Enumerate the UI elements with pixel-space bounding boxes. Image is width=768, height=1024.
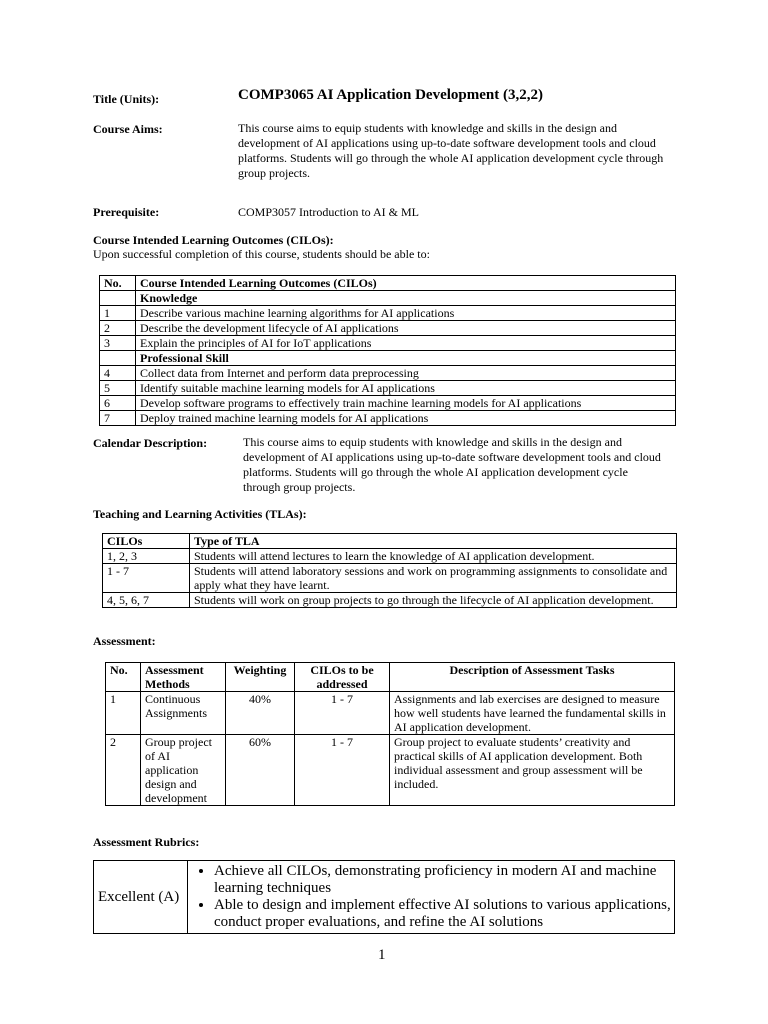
assess-col-cilos: CILOs to be addressed xyxy=(295,663,390,692)
tla-row-text: Students will attend lectures to learn the knowledge of AI application development. xyxy=(190,549,677,564)
assess-row-desc: Assignments and lab exercises are designed to measure how well students have learned the fundamental skills in AI application development. xyxy=(390,692,675,735)
aims-text: This course aims to equip students with knowledge and skills in the design and development of AI applications using up-to-date software development tools and cloud platforms. Students will go through the whole AI application development cycle through group projects. xyxy=(238,121,664,180)
rubrics-table xyxy=(93,860,675,934)
cilo-row-text: Explain the principles of AI for IoT applications xyxy=(136,336,676,351)
assess-row-cilos: 1 - 7 xyxy=(295,735,390,806)
tla-col-type: Type of TLA xyxy=(190,534,677,549)
assess-row-weight: 40% xyxy=(226,692,295,735)
aims-label: Course Aims: xyxy=(93,122,163,136)
cilo-row-no: 5 xyxy=(100,381,136,396)
cilo-row-no: 7 xyxy=(100,411,136,426)
cilos-intro: Upon successful completion of this course, students should be able to: xyxy=(93,247,430,261)
cilo-col-outcome: Course Intended Learning Outcomes (CILOs) xyxy=(136,276,676,291)
cilo-row-no xyxy=(100,291,136,306)
assess-row-cilos: 1 - 7 xyxy=(295,692,390,735)
assessment-heading: Assessment: xyxy=(93,634,156,648)
assess-col-no: No. xyxy=(106,663,141,692)
tla-row-cilos: 1 - 7 xyxy=(103,564,190,593)
assess-row-method: Continuous Assignments xyxy=(141,692,226,735)
title-label: Title (Units): xyxy=(93,92,160,106)
cilo-row-text: Describe the development lifecycle of AI applications xyxy=(136,321,676,336)
cilo-row-no: 6 xyxy=(100,396,136,411)
tla-col-cilos: CILOs xyxy=(103,534,190,549)
course-title: COMP3065 AI Application Development (3,2,2) xyxy=(238,87,543,103)
cilos-heading: Course Intended Learning Outcomes (CILOs): xyxy=(93,233,334,247)
assess-row-no: 1 xyxy=(106,692,141,735)
cilo-row-no: 3 xyxy=(100,336,136,351)
assess-col-weight: Weighting xyxy=(226,663,295,692)
cilo-row-no: 1 xyxy=(100,306,136,321)
assess-col-desc: Description of Assessment Tasks xyxy=(390,663,675,692)
assess-col-methods: Assessment Methods xyxy=(141,663,226,692)
calendar-label: Calendar Description: xyxy=(93,436,208,450)
rubric-grade: Excellent (A) xyxy=(94,861,188,934)
tla-row-text: Students will attend laboratory sessions and work on programming assignments to consolidate and apply what they have learnt. xyxy=(190,564,677,593)
cilo-row-text: Describe various machine learning algorithms for AI applications xyxy=(136,306,676,321)
tla-table xyxy=(102,533,677,608)
assess-row-weight: 60% xyxy=(226,735,295,806)
cilo-row-no: 4 xyxy=(100,366,136,381)
tla-row-cilos: 1, 2, 3 xyxy=(103,549,190,564)
assess-row-desc: Group project to evaluate students’ creativity and practical skills of AI application development. Both individual assessment and group assessment will be included. xyxy=(390,735,675,806)
tla-row-text: Students will work on group projects to go through the lifecycle of AI application development. xyxy=(190,593,677,608)
tla-row-cilos: 4, 5, 6, 7 xyxy=(103,593,190,608)
cilo-row-text: Collect data from Internet and perform data preprocessing xyxy=(136,366,676,381)
cilo-row-no xyxy=(100,351,136,366)
rubric-bullet: • Able to design and implement effective AI solutions to various applications, conduct proper evaluations, and refine the AI solutions xyxy=(214,897,672,931)
page-number: 1 xyxy=(378,947,386,963)
calendar-text: This course aims to equip students with knowledge and skills in the design and development of AI applications using up-to-date software development tools and cloud platforms. Students will go through the whole AI application development cycle through group projects. xyxy=(243,435,661,494)
cilo-table xyxy=(99,275,676,426)
rubric-bullet: • Achieve all CILOs, demonstrating proficiency in modern AI and machine learning techniques xyxy=(214,863,672,897)
cilo-row-text: Deploy trained machine learning models for AI applications xyxy=(136,411,676,426)
rubric-bullet-list xyxy=(188,863,672,931)
cilo-row-text: Identify suitable machine learning models for AI applications xyxy=(136,381,676,396)
rubrics-heading: Assessment Rubrics: xyxy=(93,835,200,849)
cilo-col-no: No. xyxy=(100,276,136,291)
tla-heading: Teaching and Learning Activities (TLAs): xyxy=(93,507,307,521)
cilo-row-text: Knowledge xyxy=(136,291,676,306)
prereq-label: Prerequisite: xyxy=(93,205,160,219)
cilo-row-no: 2 xyxy=(100,321,136,336)
assess-row-method: Group project of AI application design and development xyxy=(141,735,226,806)
cilo-row-text: Professional Skill xyxy=(136,351,676,366)
assess-row-no: 2 xyxy=(106,735,141,806)
prereq-value: COMP3057 Introduction to AI & ML xyxy=(238,205,420,219)
assessment-table xyxy=(105,662,675,806)
cilo-row-text: Develop software programs to effectively train machine learning models for AI applications xyxy=(136,396,676,411)
